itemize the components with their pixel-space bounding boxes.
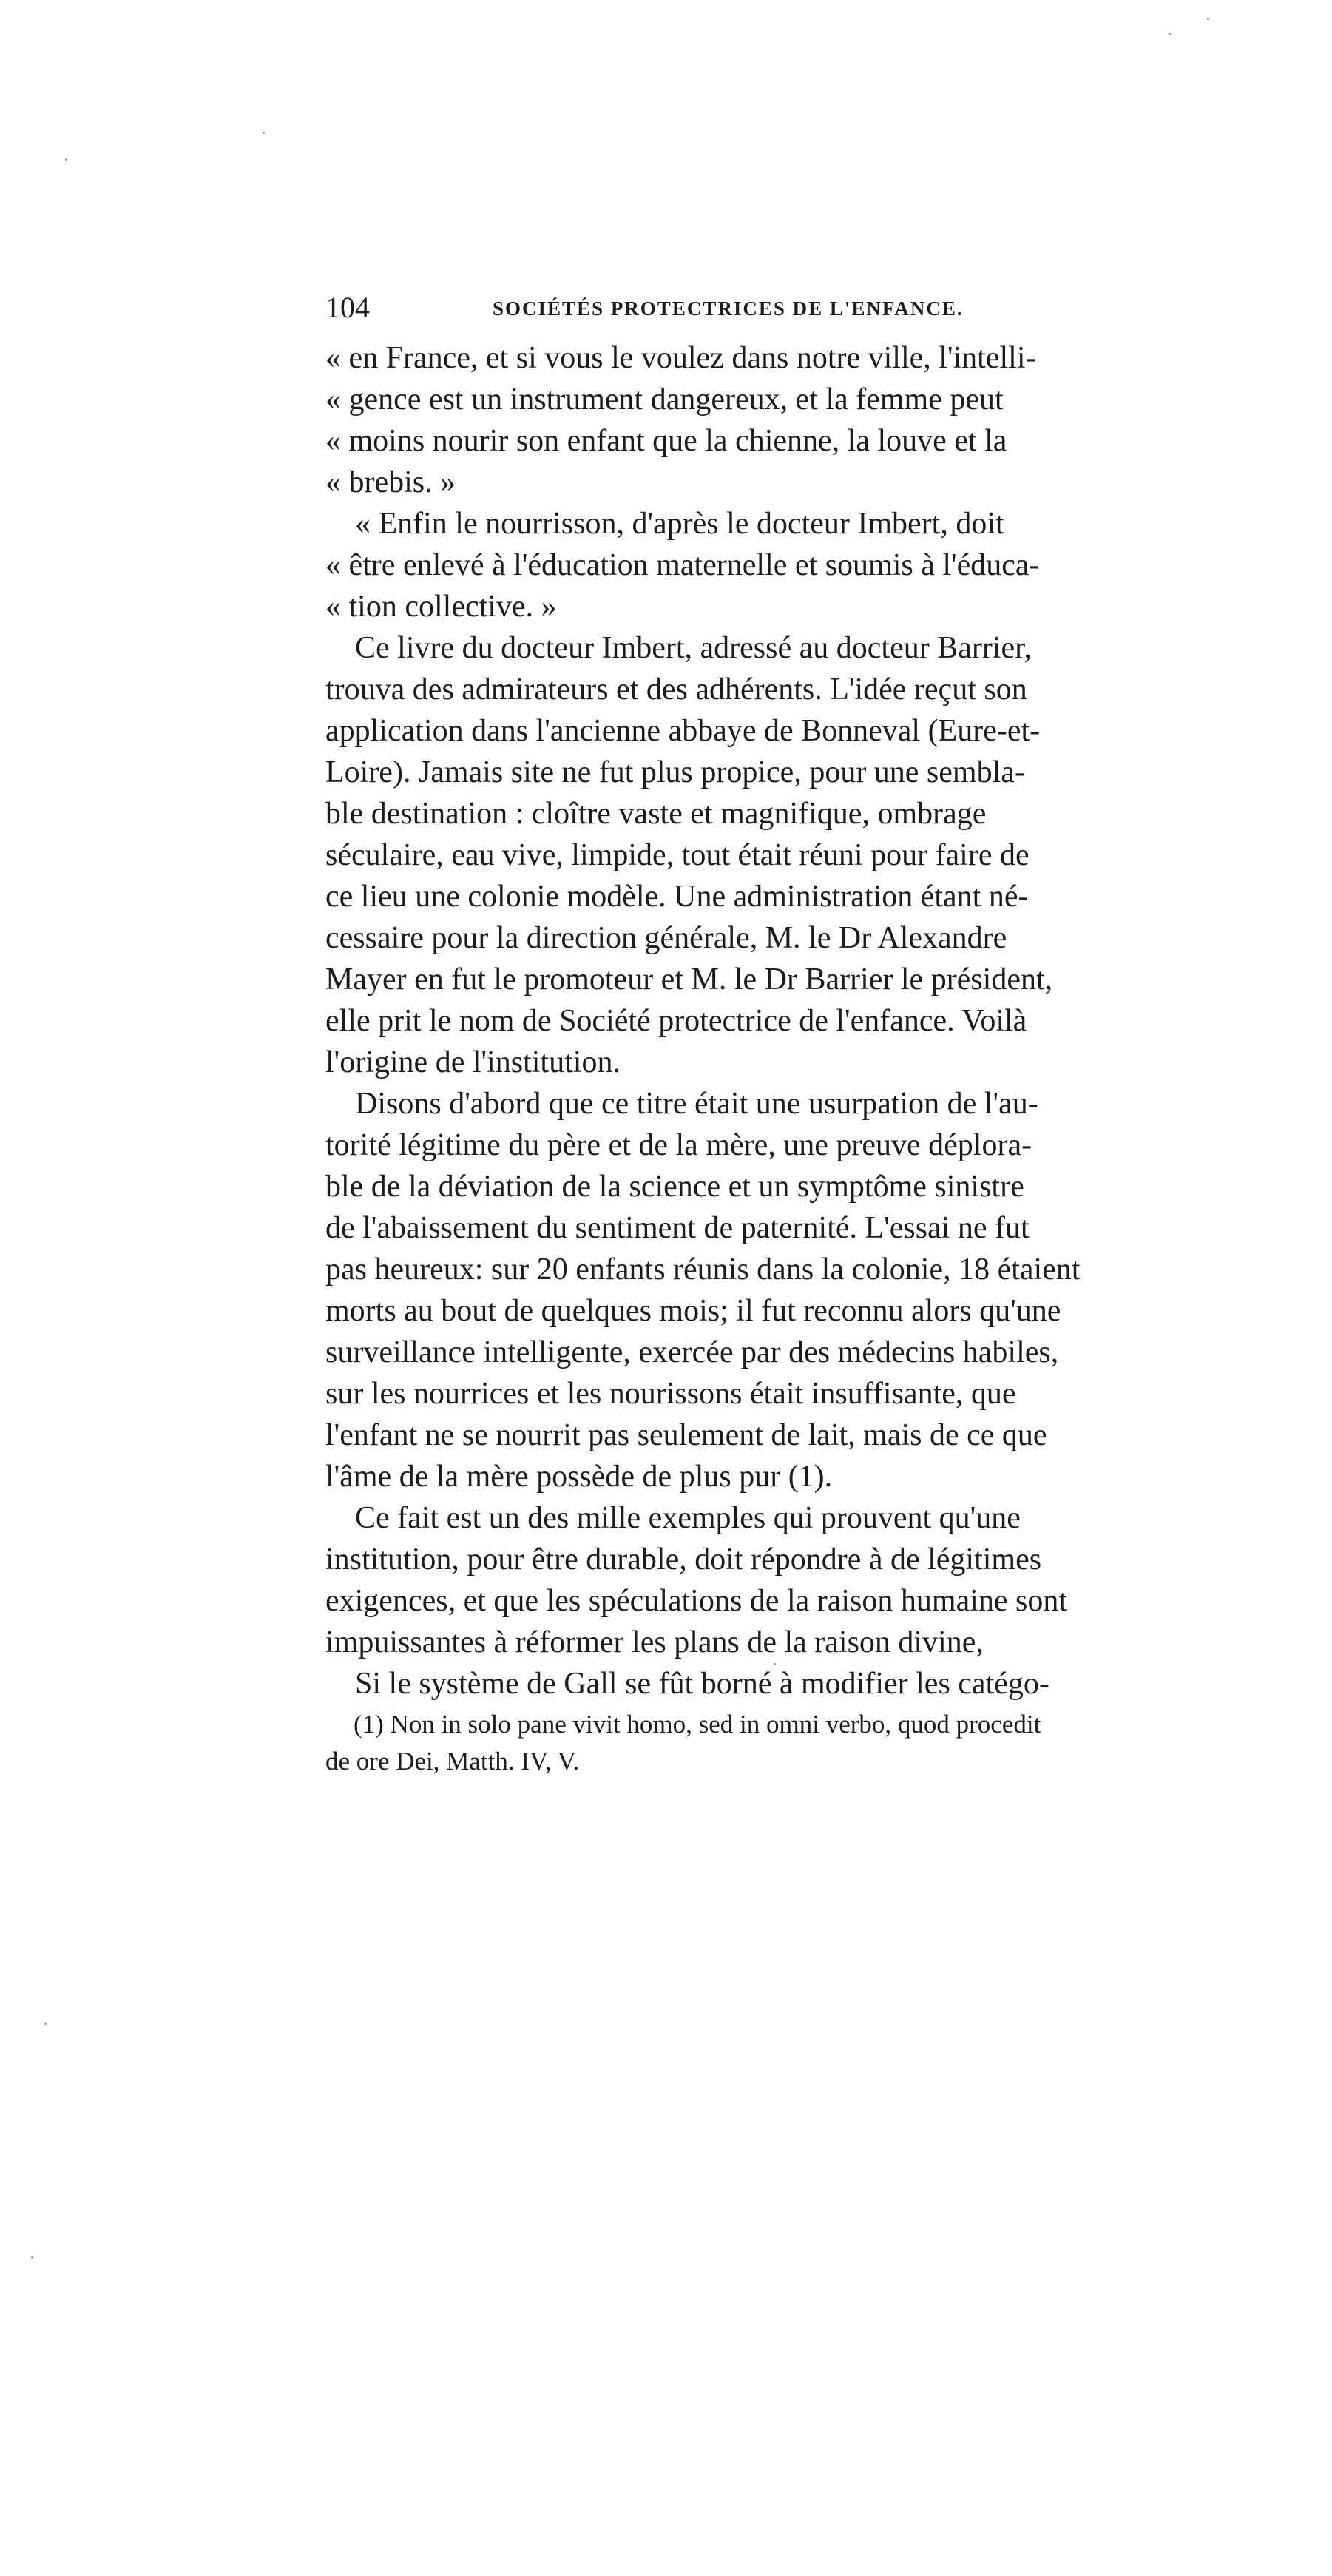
paper-speck [65,158,67,161]
text-line: morts au bout de quelques mois; il fut reconnu alors qu'une [325,1294,1061,1328]
paper-speck [31,2256,33,2259]
body-text [325,337,1081,1705]
text-line: « Enfin le nourrisson, d'après le docteur Imbert, doit [355,507,1004,541]
text-line: cessaire pour la direction générale, M. le Dr Alexandre [325,921,1007,955]
footnote [325,1706,1041,1780]
text-line: « tion collective. » [325,590,557,624]
text-line: Loire). Jamais site ne fut plus propice, pour une sembla- [325,755,1025,789]
paper-speck [263,132,265,134]
text-line: « en France, et si vous le voulez dans notre ville, l'intelli- [325,341,1036,375]
text-line: « moins nourir son enfant que la chienne, la louve et la [325,424,1007,458]
text-line: torité légitime du père et de la mère, une preuve déplora- [325,1128,1032,1162]
paper-speck [1207,18,1209,20]
text-line: Disons d'abord que ce titre était une usurpation de l'au- [355,1087,1038,1121]
text-line: ce lieu une colonie modèle. Une administration étant né- [325,880,1029,914]
text-line: de l'abaissement du sentiment de paternité. L'essai ne fut [325,1211,1030,1245]
text-line: elle prit le nom de Société protectrice de l'enfance. Voilà [325,1004,1027,1038]
text-line: application dans l'ancienne abbaye de Bonneval (Eure-et- [325,714,1041,748]
footnote-line: de ore Dei, Matth. IV, V. [325,1747,580,1776]
text-line: Si le système de Gall se fût borné à modifier les catégo- [355,1667,1049,1701]
text-line: impuissantes à réformer les plans de la raison divine, [325,1625,984,1659]
text-line: sur les nourrices et les nourissons était insuffisante, que [325,1377,1016,1411]
text-line: « brebis. » [325,465,456,499]
paper-speck [774,1663,776,1665]
text-line: institution, pour être durable, doit répondre à de légitimes [325,1542,1042,1577]
text-line: trouva des admirateurs et des adhérents. L'idée reçut son [325,672,1027,707]
text-line: ble destination : cloître vaste et magnifique, ombrage [325,797,987,831]
text-line: « gence est un instrument dangereux, et la femme peut [325,382,1004,417]
text-line: « être enlevé à l'éducation maternelle et soumis à l'éduca- [325,548,1040,582]
text-line: pas heureux: sur 20 enfants réunis dans la colonie, 18 étaient [325,1252,1081,1287]
page-number: 104 [325,291,370,324]
text-line: l'enfant ne se nourrit pas seulement de lait, mais de ce que [325,1418,1047,1452]
text-line: Ce fait est un des mille exemples qui prouvent qu'une [355,1501,1021,1535]
paper-speck [1169,33,1171,35]
text-line: exigences, et que les spéculations de la raison humaine sont [325,1584,1068,1618]
text-line: l'âme de la mère possède de plus pur (1). [325,1460,833,1494]
text-line: surveillance intelligente, exercée par des médecins habiles, [325,1335,1059,1369]
footnote-line: (1) Non in solo pane vivit homo, sed in omni verbo, quod procedit [354,1710,1041,1739]
text-line: séculaire, eau vive, limpide, tout était réuni pour faire de [325,838,1030,872]
running-head: SOCIÉTÉS PROTECTRICES DE L'ENFANCE. [493,297,964,320]
paper-speck [44,2023,47,2025]
text-line: Ce livre du docteur Imbert, adressé au docteur Barrier, [355,631,1032,665]
text-line: Mayer en fut le promoteur et M. le Dr Barrier le président, [325,962,1053,997]
text-line: ble de la déviation de la science et un symptôme sinistre [325,1170,1024,1204]
page-header [325,291,970,325]
text-line: l'origine de l'institution. [325,1045,621,1079]
